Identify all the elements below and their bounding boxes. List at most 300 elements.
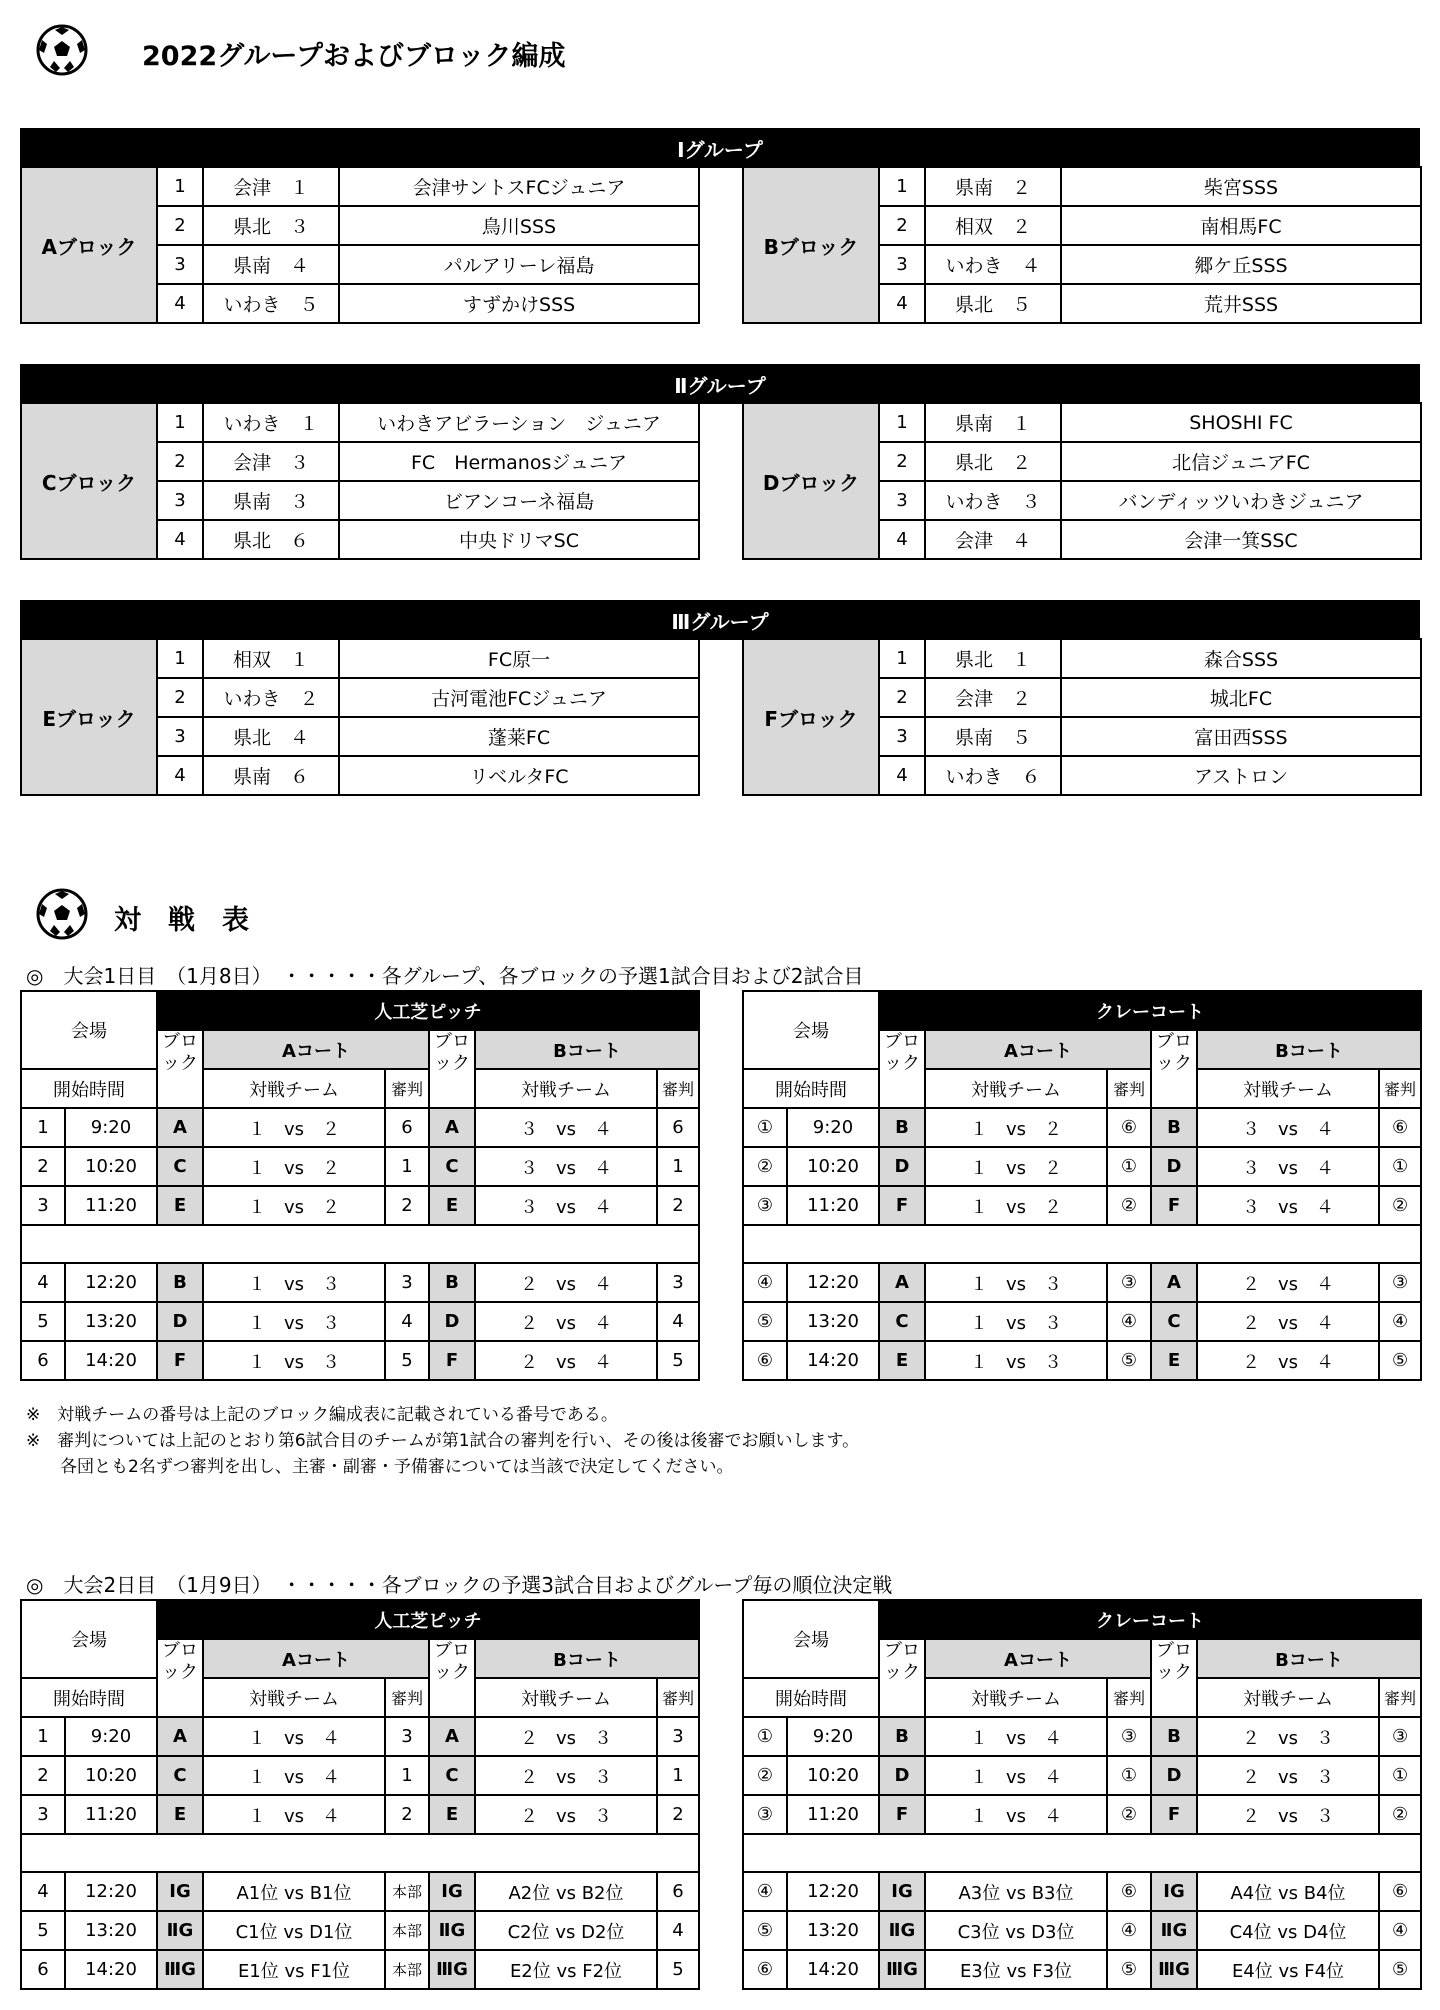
team-region: 県南 ３ — [203, 481, 339, 520]
team-number: 1 — [879, 639, 925, 678]
block: D — [1151, 1756, 1197, 1795]
start-time: 9:20 — [787, 1108, 879, 1147]
referee: 3 — [657, 1263, 699, 1302]
block: D — [879, 1756, 925, 1795]
match-no: 4 — [21, 1872, 65, 1911]
referee: 6 — [385, 1108, 429, 1147]
match-no: ④ — [743, 1872, 787, 1911]
match-header: 対戦チーム — [203, 1678, 385, 1717]
start-time: 10:20 — [787, 1756, 879, 1795]
match-teams: １ vs ３ — [203, 1302, 385, 1341]
day1-note-1: ※ 対戦チームの番号は上記のブロック編成表に記載されている番号である。 — [26, 1405, 618, 1425]
start-time: 10:20 — [65, 1147, 157, 1186]
table-row — [21, 403, 699, 442]
referee: 2 — [657, 1795, 699, 1834]
table-row — [21, 1108, 699, 1147]
ref-header: 審判 — [1107, 1678, 1151, 1717]
match-teams: １ vs ４ — [925, 1717, 1107, 1756]
referee: 3 — [657, 1717, 699, 1756]
block: C — [429, 1147, 475, 1186]
team-name: 古河電池FCジュニア — [339, 678, 699, 717]
table-row — [21, 1911, 699, 1950]
referee: ⑥ — [1107, 1872, 1151, 1911]
block-table — [20, 166, 700, 324]
block: ⅠG — [879, 1872, 925, 1911]
referee: 3 — [385, 1717, 429, 1756]
block: B — [1151, 1108, 1197, 1147]
block: ⅠG — [429, 1872, 475, 1911]
match-header: 対戦チーム — [475, 1069, 657, 1108]
referee: ③ — [1379, 1263, 1421, 1302]
table-row — [743, 1108, 1421, 1147]
match-no: ⑤ — [743, 1911, 787, 1950]
match-teams: E1位 vs F1位 — [203, 1950, 385, 1989]
block: ⅠG — [1151, 1872, 1197, 1911]
match-no: 5 — [21, 1911, 65, 1950]
team-name: 城北FC — [1061, 678, 1421, 717]
start-time: 12:20 — [787, 1263, 879, 1302]
team-name: リベルタFC — [339, 756, 699, 795]
match-teams: １ vs ２ — [203, 1186, 385, 1225]
block-label: Fブロック — [743, 639, 879, 795]
table-row — [21, 1717, 699, 1756]
team-name: FC Hermanosジュニア — [339, 442, 699, 481]
team-region: 会津 ２ — [925, 678, 1061, 717]
match-no: 6 — [21, 1950, 65, 1989]
table-row — [21, 1872, 699, 1911]
match-header: 対戦チーム — [203, 1069, 385, 1108]
block: A — [1151, 1263, 1197, 1302]
team-number: 4 — [879, 284, 925, 323]
block: ⅡG — [1151, 1911, 1197, 1950]
referee: 1 — [657, 1147, 699, 1186]
match-no: ⑤ — [743, 1302, 787, 1341]
team-region: 県北 ２ — [925, 442, 1061, 481]
match-no: ③ — [743, 1795, 787, 1834]
block: E — [157, 1186, 203, 1225]
start-time: 10:20 — [65, 1756, 157, 1795]
referee: ⑤ — [1379, 1950, 1421, 1989]
match-teams: １ vs ４ — [925, 1756, 1107, 1795]
team-number: 4 — [157, 284, 203, 323]
match-teams: C4位 vs D4位 — [1197, 1911, 1379, 1950]
referee: 5 — [657, 1950, 699, 1989]
block-col-header: ブロ ック — [879, 1639, 925, 1717]
match-teams: ２ vs ４ — [475, 1263, 657, 1302]
match-no: ① — [743, 1108, 787, 1147]
ref-header: 審判 — [385, 1678, 429, 1717]
referee: ② — [1379, 1186, 1421, 1225]
block: E — [429, 1795, 475, 1834]
team-number: 4 — [157, 756, 203, 795]
match-teams: ３ vs ４ — [1197, 1108, 1379, 1147]
table-row — [743, 1302, 1421, 1341]
team-name: 柴宮SSS — [1061, 167, 1421, 206]
match-header: 対戦チーム — [475, 1678, 657, 1717]
block-col-header: ブロ ック — [879, 1030, 925, 1108]
start-time: 14:20 — [65, 1341, 157, 1380]
schedule-title: 対 戦 表 — [114, 905, 249, 936]
team-region: いわき ６ — [925, 756, 1061, 795]
team-name: 郷ケ丘SSS — [1061, 245, 1421, 284]
match-teams: １ vs ２ — [925, 1147, 1107, 1186]
team-number: 3 — [879, 717, 925, 756]
referee: 5 — [657, 1341, 699, 1380]
clay-schedule-table — [742, 1599, 1422, 1990]
referee: ② — [1107, 1186, 1151, 1225]
match-teams: ２ vs ３ — [475, 1795, 657, 1834]
clay-schedule-table — [742, 990, 1422, 1381]
start-time: 9:20 — [65, 1717, 157, 1756]
match-teams: ３ vs ４ — [475, 1186, 657, 1225]
venue-label: 会場 — [21, 991, 157, 1069]
match-no: ⑥ — [743, 1341, 787, 1380]
start-time: 12:20 — [787, 1872, 879, 1911]
block: B — [429, 1263, 475, 1302]
block: ⅡG — [429, 1911, 475, 1950]
team-region: 会津 １ — [203, 167, 339, 206]
match-no: 1 — [21, 1108, 65, 1147]
block: D — [1151, 1147, 1197, 1186]
block-label: Aブロック — [21, 167, 157, 323]
group-title: Ⅱグループ — [21, 365, 1419, 403]
b-court-header: Bコート — [475, 1639, 699, 1678]
team-number: 1 — [157, 639, 203, 678]
referee: ⑤ — [1107, 1950, 1151, 1989]
referee: 2 — [385, 1795, 429, 1834]
day1-note-3: 各団とも2名ずつ審判を出し、主審・副審・予備審については当該で決定してください。 — [26, 1457, 734, 1477]
venue-name: クレーコート — [879, 991, 1421, 1030]
match-teams: E2位 vs F2位 — [475, 1950, 657, 1989]
referee: ⑥ — [1379, 1108, 1421, 1147]
start-time: 13:20 — [65, 1911, 157, 1950]
team-region: 県南 ５ — [925, 717, 1061, 756]
start-time: 14:20 — [65, 1950, 157, 1989]
table-row — [743, 1795, 1421, 1834]
block: F — [429, 1341, 475, 1380]
day1-heading: ◎ 大会1日目 （1月8日） ・・・・・各グループ、各ブロックの予選1試合目および2試合目 — [26, 964, 864, 988]
match-teams: A2位 vs B2位 — [475, 1872, 657, 1911]
team-number: 1 — [879, 167, 925, 206]
block: ⅢG — [1151, 1950, 1197, 1989]
team-number: 1 — [157, 403, 203, 442]
match-teams: １ vs ４ — [203, 1795, 385, 1834]
match-no: ④ — [743, 1263, 787, 1302]
referee: ① — [1107, 1756, 1151, 1795]
team-number: 4 — [157, 520, 203, 559]
team-region: 県南 ６ — [203, 756, 339, 795]
ref-header: 審判 — [1379, 1069, 1421, 1108]
match-teams: E4位 vs F4位 — [1197, 1950, 1379, 1989]
start-time: 9:20 — [65, 1108, 157, 1147]
a-court-header: Aコート — [203, 1639, 429, 1678]
match-teams: ２ vs ４ — [475, 1341, 657, 1380]
team-name: 南相馬FC — [1061, 206, 1421, 245]
match-teams: ２ vs ３ — [475, 1717, 657, 1756]
table-row — [21, 1186, 699, 1225]
start-time: 13:20 — [65, 1302, 157, 1341]
referee: 1 — [385, 1147, 429, 1186]
block: E — [1151, 1341, 1197, 1380]
day2-heading: ◎ 大会2日目 （1月9日） ・・・・・各ブロックの予選3試合目およびグループ毎の順位決定戦 — [26, 1573, 893, 1597]
start-time: 11:20 — [65, 1186, 157, 1225]
match-teams: C2位 vs D2位 — [475, 1911, 657, 1950]
match-no: 5 — [21, 1302, 65, 1341]
start-time: 9:20 — [787, 1717, 879, 1756]
block-table — [742, 166, 1422, 324]
team-name: 会津一箕SSC — [1061, 520, 1421, 559]
block: D — [879, 1147, 925, 1186]
team-number: 2 — [157, 206, 203, 245]
team-region: いわき １ — [203, 403, 339, 442]
group-title: Ⅰグループ — [21, 129, 1419, 167]
group-header — [20, 600, 1420, 640]
venue-name: 人工芝ピッチ — [157, 991, 699, 1030]
match-teams: ２ vs ４ — [1197, 1302, 1379, 1341]
referee: 4 — [657, 1911, 699, 1950]
team-name: SHOSHI FC — [1061, 403, 1421, 442]
referee: 3 — [385, 1263, 429, 1302]
start-time-header: 開始時間 — [21, 1069, 157, 1108]
block: A — [157, 1108, 203, 1147]
match-no: ③ — [743, 1186, 787, 1225]
start-time: 11:20 — [65, 1795, 157, 1834]
team-number: 3 — [157, 245, 203, 284]
team-name: バンディッツいわきジュニア — [1061, 481, 1421, 520]
block: F — [1151, 1795, 1197, 1834]
table-row — [743, 1872, 1421, 1911]
match-teams: ３ vs ４ — [475, 1147, 657, 1186]
block-label: Dブロック — [743, 403, 879, 559]
ref-header: 審判 — [657, 1069, 699, 1108]
start-time: 14:20 — [787, 1950, 879, 1989]
referee: 1 — [657, 1756, 699, 1795]
soccer-ball-icon — [36, 24, 88, 76]
b-court-header: Bコート — [1197, 1639, 1421, 1678]
match-teams: １ vs ２ — [925, 1186, 1107, 1225]
table-row — [743, 1717, 1421, 1756]
match-teams: １ vs ３ — [925, 1341, 1107, 1380]
block: C — [429, 1756, 475, 1795]
team-number: 3 — [157, 717, 203, 756]
table-row — [21, 1950, 699, 1989]
referee: ⑥ — [1107, 1108, 1151, 1147]
team-region: 相双 ２ — [925, 206, 1061, 245]
a-court-header: Aコート — [925, 1030, 1151, 1069]
referee: ① — [1379, 1756, 1421, 1795]
match-header: 対戦チーム — [1197, 1069, 1379, 1108]
team-number: 1 — [879, 403, 925, 442]
block-col-header: ブロ ック — [429, 1030, 475, 1108]
team-name: アストロン — [1061, 756, 1421, 795]
team-number: 2 — [157, 442, 203, 481]
block: ⅡG — [879, 1911, 925, 1950]
team-name: いわきアビラーション ジュニア — [339, 403, 699, 442]
day1-note-2: ※ 審判については上記のとおり第6試合目のチームが第1試合の審判を行い、その後は後審でお願いします。 — [26, 1431, 860, 1451]
table-row — [743, 1341, 1421, 1380]
table-row — [743, 403, 1421, 442]
referee: ⑥ — [1379, 1872, 1421, 1911]
ref-header: 審判 — [385, 1069, 429, 1108]
turf-schedule-table — [20, 990, 700, 1381]
team-region: 県北 ３ — [203, 206, 339, 245]
match-teams: C1位 vs D1位 — [203, 1911, 385, 1950]
team-number: 2 — [879, 206, 925, 245]
break-row — [21, 1834, 699, 1872]
ref-header: 審判 — [1107, 1069, 1151, 1108]
block: B — [157, 1263, 203, 1302]
referee: 本部 — [385, 1911, 429, 1950]
block: A — [429, 1108, 475, 1147]
block: D — [429, 1302, 475, 1341]
team-number: 2 — [157, 678, 203, 717]
block: ⅡG — [157, 1911, 203, 1950]
team-name: 蓬莱FC — [339, 717, 699, 756]
block-col-header: ブロ ック — [157, 1030, 203, 1108]
team-region: 会津 ４ — [925, 520, 1061, 559]
match-teams: １ vs ２ — [203, 1108, 385, 1147]
match-teams: ３ vs ４ — [1197, 1147, 1379, 1186]
team-region: いわき ４ — [925, 245, 1061, 284]
team-region: 県南 ４ — [203, 245, 339, 284]
team-region: 県北 １ — [925, 639, 1061, 678]
start-time: 10:20 — [787, 1147, 879, 1186]
block-table — [20, 638, 700, 796]
table-row — [743, 1263, 1421, 1302]
match-header: 対戦チーム — [925, 1069, 1107, 1108]
break-row — [21, 1225, 699, 1263]
team-number: 3 — [157, 481, 203, 520]
block-label: Cブロック — [21, 403, 157, 559]
block: ⅢG — [429, 1950, 475, 1989]
block: A — [429, 1717, 475, 1756]
start-time-header: 開始時間 — [743, 1678, 879, 1717]
match-no: 2 — [21, 1147, 65, 1186]
start-time: 14:20 — [787, 1341, 879, 1380]
team-name: 会津サントスFCジュニア — [339, 167, 699, 206]
referee: 2 — [385, 1186, 429, 1225]
block-col-header: ブロ ック — [1151, 1030, 1197, 1108]
team-number: 3 — [879, 481, 925, 520]
block: A — [879, 1263, 925, 1302]
block: C — [879, 1302, 925, 1341]
block: ⅢG — [879, 1950, 925, 1989]
start-time: 11:20 — [787, 1795, 879, 1834]
match-teams: １ vs ３ — [925, 1302, 1107, 1341]
referee: ④ — [1379, 1911, 1421, 1950]
team-number: 2 — [879, 442, 925, 481]
referee: ⑤ — [1379, 1341, 1421, 1380]
referee: 5 — [385, 1341, 429, 1380]
match-teams: １ vs ３ — [203, 1263, 385, 1302]
match-header: 対戦チーム — [1197, 1678, 1379, 1717]
table-row — [21, 1263, 699, 1302]
referee: ② — [1107, 1795, 1151, 1834]
match-teams: A4位 vs B4位 — [1197, 1872, 1379, 1911]
match-no: 1 — [21, 1717, 65, 1756]
soccer-ball-icon — [36, 888, 88, 940]
team-region: 相双 １ — [203, 639, 339, 678]
table-row — [743, 1186, 1421, 1225]
a-court-header: Aコート — [925, 1639, 1151, 1678]
page-title: 2022グループおよびブロック編成 — [142, 41, 566, 72]
venue-label: 会場 — [21, 1600, 157, 1678]
referee: ② — [1379, 1795, 1421, 1834]
match-no: 4 — [21, 1263, 65, 1302]
match-teams: １ vs ３ — [925, 1263, 1107, 1302]
ref-header: 審判 — [657, 1678, 699, 1717]
referee: 4 — [657, 1302, 699, 1341]
match-no: 3 — [21, 1795, 65, 1834]
block: F — [1151, 1186, 1197, 1225]
break-row — [743, 1225, 1421, 1263]
team-region: いわき ５ — [203, 284, 339, 323]
referee: ③ — [1107, 1717, 1151, 1756]
block: F — [879, 1186, 925, 1225]
block: B — [1151, 1717, 1197, 1756]
match-teams: ２ vs ３ — [1197, 1756, 1379, 1795]
turf-schedule-table — [20, 1599, 700, 1990]
table-row — [743, 1911, 1421, 1950]
group-header — [20, 128, 1420, 168]
block: F — [879, 1795, 925, 1834]
table-row — [743, 167, 1421, 206]
block-col-header: ブロ ック — [1151, 1639, 1197, 1717]
match-teams: ２ vs ３ — [1197, 1717, 1379, 1756]
table-row — [743, 1756, 1421, 1795]
match-no: 2 — [21, 1756, 65, 1795]
table-row — [21, 1795, 699, 1834]
block-label: Bブロック — [743, 167, 879, 323]
team-name: 森合SSS — [1061, 639, 1421, 678]
block-col-header: ブロ ック — [429, 1639, 475, 1717]
match-teams: ２ vs ３ — [475, 1756, 657, 1795]
team-name: 北信ジュニアFC — [1061, 442, 1421, 481]
team-name: 中央ドリマSC — [339, 520, 699, 559]
referee: ⑤ — [1107, 1341, 1151, 1380]
team-region: 県北 ６ — [203, 520, 339, 559]
block: E — [157, 1795, 203, 1834]
table-row — [21, 639, 699, 678]
start-time: 13:20 — [787, 1911, 879, 1950]
table-row — [743, 1950, 1421, 1989]
ref-header: 審判 — [1379, 1678, 1421, 1717]
team-region: いわき ２ — [203, 678, 339, 717]
venue-label: 会場 — [743, 1600, 879, 1678]
match-teams: ３ vs ４ — [1197, 1186, 1379, 1225]
table-row — [21, 1341, 699, 1380]
referee: 本部 — [385, 1872, 429, 1911]
block: ⅠG — [157, 1872, 203, 1911]
match-teams: １ vs ４ — [925, 1795, 1107, 1834]
table-row — [743, 1147, 1421, 1186]
referee: 4 — [385, 1302, 429, 1341]
team-name: FC原一 — [339, 639, 699, 678]
block: D — [157, 1302, 203, 1341]
block: C — [1151, 1302, 1197, 1341]
match-no: 3 — [21, 1186, 65, 1225]
block: E — [429, 1186, 475, 1225]
block: C — [157, 1147, 203, 1186]
match-header: 対戦チーム — [925, 1678, 1107, 1717]
block-col-header: ブロ ック — [157, 1639, 203, 1717]
venue-label: 会場 — [743, 991, 879, 1069]
match-no: 6 — [21, 1341, 65, 1380]
block: C — [157, 1756, 203, 1795]
referee: 6 — [657, 1872, 699, 1911]
block-table — [742, 638, 1422, 796]
match-no: ① — [743, 1717, 787, 1756]
